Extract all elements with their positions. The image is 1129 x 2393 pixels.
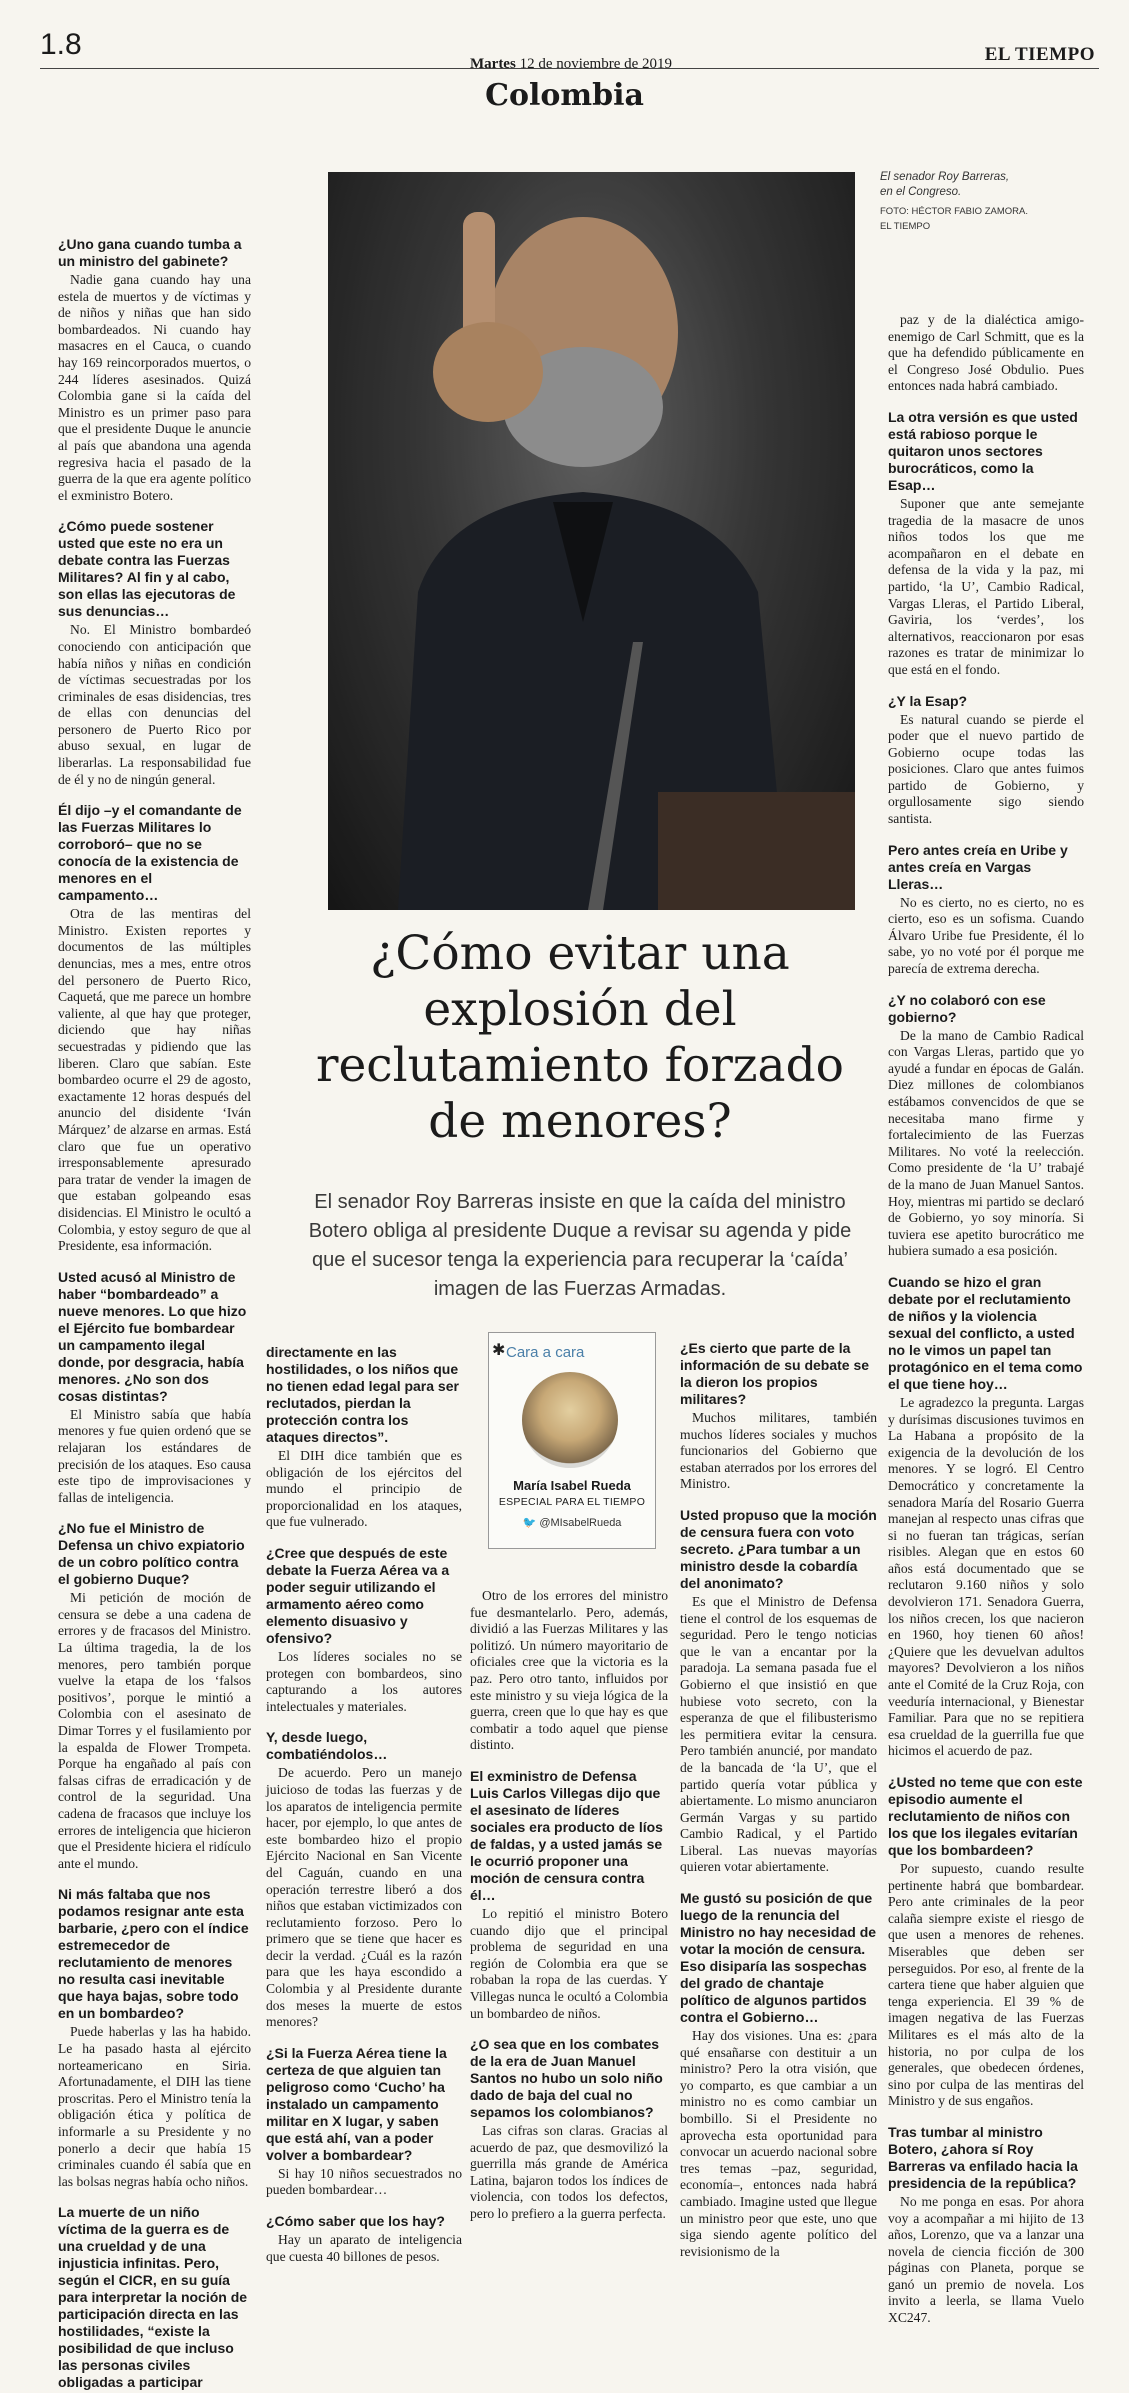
interview-question: ¿O sea que en los combates de la era de Juan Manuel Santos no hubo un solo niño dado de baja del cual no sepamos los colombianos? <box>470 2036 663 2121</box>
interview-question: Cuando se hizo el gran debate por el reclutamiento de niños y la violencia sexual del conflicto, a usted no le vimos un papel tan protagónico en el tema como el que tiene hoy… <box>888 1273 1083 1392</box>
column-1 <box>58 236 251 2393</box>
column-4 <box>680 1326 877 2260</box>
column-3 <box>470 1588 668 2223</box>
interview-question: ¿Usted no teme que con este episodio aumente el reclutamiento de niños con los que los ilegales evitarían que los bombardeen? <box>888 1774 1083 1858</box>
interview-answer: Hay un aparato de inteligencia que cuesta 40 billones de pesos. <box>266 2232 462 2264</box>
interview-question: ¿Cómo puede sostener usted que este no era un debate contra las Fuerzas Militares? Al fin y al cabo, son ellas las ejecutoras de sus denuncias… <box>58 518 236 620</box>
interview-question: ¿Uno gana cuando tumba a un ministro del gabinete? <box>58 236 242 269</box>
interview-answer: Lo repitió el ministro Botero cuando dijo que el principal problema de seguridad en una región de Colombia era que se robaban la ropa de las cuerdas. Y Villegas nunca le ocultó a Colombia un bombardeo de niños. <box>470 1905 668 2021</box>
issue-date-rest: 12 de noviembre de 2019 <box>519 56 673 72</box>
author-name: María Isabel Rueda <box>513 1478 631 1493</box>
interview-answer: Los líderes sociales no se protegen con bombardeos, sino capturando a los autores intelectuales y materiales. <box>266 1648 462 1714</box>
interview-question: Me gustó su posición de que luego de la renuncia del Ministro no hay necesidad de votar la moción de censura. Eso disiparía las sospechas del grado de chantaje político de algunos partidos contra el Gobierno… <box>680 1890 877 2026</box>
interview-question: ¿Si la Fuerza Aérea tiene la certeza de que alguien tan peligroso como ‘Cucho’ ha instalado un campamento militar en X lugar, y saben que está ahí, van a poder volver a bombardear? <box>266 2044 447 2163</box>
photo-credit: FOTO: HÉCTOR FABIO ZAMORA. EL TIEMPO <box>880 206 1028 232</box>
interview-answer: paz y de la dialéctica amigo-enemigo de Carl Schmitt, que es la que ha defendido públicamente en el Congreso José Obdulio. Pues entonces nada habrá cambiado. <box>888 312 1084 394</box>
star-icon: ✱ <box>492 1340 506 1359</box>
interview-answer: No me ponga en esas. Por ahora voy a acompañar a mi hijito de 13 años, Lorenzo, que va a lanzar una novela de ciencia ficción de 300 páginas con Planeta, porque se ganó un premio de novela. Los invito a leerla, se llama Vuelo XC247. <box>888 2193 1084 2326</box>
column-2 <box>266 1330 462 2265</box>
main-photo <box>328 172 855 910</box>
interview-answer: El Ministro sabía que había menores y fue quien ordenó que se relajaran los estándares de precisión de los ataques. Eso causa este tipo de improvisaciones y fallas de inteligencia. <box>58 1406 251 1505</box>
section-title: Colombia <box>485 78 644 113</box>
senator-illustration <box>328 172 855 910</box>
interview-question: directamente en las hostilidades, o los niños que no tienen edad legal para ser reclutados, pierdan la protección contra los ataques directos”. <box>266 1344 459 1445</box>
interview-question: ¿No fue el Ministro de Defensa un chivo expiatorio de un cobro político contra el gobierno Duque? <box>58 1520 245 1588</box>
interview-answer: Le agradezco la pregunta. Largas y durísimas discusiones tuvimos en La Habana a propósito de la exigencia de la devolución de los menores. Y se logró. El Centro Democrático y concretamente la senadora María del Rosario Guerra manejan al respecto unas cifras que si no fueran tan trágicas, serían risibles. Alegan que en estos 60 años está documentado que se reclutaron 9.160 niños y solo devolvieron 171. Senadora Guerra, los niños crecen, los que nacieron en 1960, hoy tienen 60 años! ¿Quiere que les devuelvan adultos mayores? Devolvieron a los niños ante el Comité de la Cruz Roja, con veeduría internacional, y Bienestar Familiar. Para que no se repitiera esa crueldad de la guerrilla fue que hicimos el acuerdo de paz. <box>888 1394 1084 1759</box>
interview-question: ¿Cree que después de este debate la Fuerza Aérea va a poder seguir utilizando el armamento aéreo como elemento disuasivo y ofensivo? <box>266 1544 450 1646</box>
author-handle <box>488 1516 656 1529</box>
interview-answer: El DIH dice también que es obligación de los ejércitos del mundo el principio de proporcionalidad en los ataques, que fue vulnerado. <box>266 1448 462 1530</box>
interview-question: Usted propuso que la moción de censura fuera con voto secreto. ¿Para tumbar a un ministro desde la cobardía del anonimato? <box>680 1506 877 1591</box>
column-5 <box>888 312 1084 2327</box>
interview-answer: Puede haberlas y las ha habido. Le ha pasado hasta al ejército norteamericano en Siria. Afortunadamente, el DIH las tiene proscritas. Pero el Ministro tenía la obligación ética y política de informarle a su Presidente y no ponerlo a decir que había 15 criminales cuando él sabía que en las bolsas negras había ocho niños. <box>58 2024 251 2189</box>
interview-answer: Hay dos visiones. Una es: ¿para qué ensañarse con destituir a un ministro? Pero la otra visión, que yo comparto, es que cambiar a un ministro no es como cambiar un bombillo. Si el Presidente no aprovecha esta oportunidad para convocar un acuerdo nacional sobre tres temas –paz, seguridad, economía–, entonces nada habrá cambiado. Imagine usted que llegue un ministro peor que este, uno que siga siendo agente político del revisionismo de la <box>680 2028 877 2259</box>
article-deck: El senador Roy Barreras insiste en que la caída del ministro Botero obliga al presidente Duque a revisar su agenda y pide que el sucesor tenga la experiencia para recuperar la ‘caída’ imagen de las Fuerzas Armadas. <box>308 1191 852 1300</box>
interview-answer: Muchos militares, también muchos líderes sociales y muchos funcionarios del Gobierno que estaban aterrados por los errores del Ministro. <box>680 1410 877 1492</box>
page-number: 1.8 <box>40 28 82 61</box>
interview-question: ¿Y no colaboró con ese gobierno? <box>888 991 1046 1025</box>
interview-answer: Nadie gana cuando hay una estela de muertos y de víctimas y de niños y niñas que han sido bombardeados. Ni cuando hay masacres en el Cauca, o cuando hay 169 reincorporados muertos, o 244 líderes asesinados. Quizá Colombia gane si la caída del Ministro es un primer paso para que el presidente Duque le anuncie al país que abandona una agenda regresiva hacia el pasado de la guerra de la que era agente político el exministro Botero. <box>58 272 251 503</box>
interview-question: Ni más faltaba que nos podamos resignar ante esta barbarie, ¿pero con el índice estremecedor de reclutamiento de menores no resulta casi inevitable que haya bajas, sobre todo en un bombardeo? <box>58 1886 249 2022</box>
interview-answer: De la mano de Cambio Radical con Vargas Lleras, partido que yo ayudé a fundar en épocas de Galán. Diez millones de colombianos estábamos convencidos de que se necesitaba mano firme y fortalecimiento de las Fuerzas Militares. No voté la reelección. Como presidente de ‘la U’ trabajé de la mano de Juan Manuel Santos. Hoy, mientras mi partido se declaró de Gobierno, yo soy minoría. Si tuviera ese apetito burocrático me hubiera sumado a esa posición. <box>888 1027 1084 1259</box>
interview-question: Tras tumbar al ministro Botero, ¿ahora sí Roy Barreras va enfilado hacia la presidencia de la república? <box>888 2123 1078 2191</box>
caption-line-1: El senador Roy Barreras, <box>880 171 1010 183</box>
author-avatar <box>522 1372 618 1468</box>
article-headline: ¿Cómo evitar una explosión del reclutamiento forzado de menores? <box>316 926 844 1149</box>
interview-answer: No. El Ministro bombardeó conociendo con anticipación que había niños y niñas en condición de víctimas secuestradas por los criminales de esas disidencias, tres de ellas con denuncias del personero de Puerto Rico por abuso sexual, en lugar de liberarlas. La responsabilidad fue de él y no de ningún general. <box>58 622 251 787</box>
issue-day: Martes <box>470 56 516 72</box>
photo-caption <box>880 170 1030 234</box>
interview-answer: Otra de las mentiras del Ministro. Existen reportes y documentos de las múltiples denuncias, mes a mes, entre otros del personero de Puerto Rico, Caquetá, que me parece un hombre valiente, al que hay que proteger, diciendo que hay niñas secuestradas y pidiendo que las liberen. Claro que sabían. Este bombardeo ocurre el 29 de agosto, exactamente 12 horas después del anuncio del disidente ‘Iván Márquez’ de alzarse en armas. Está claro que fue un operativo irresponsablemente apresurado para tratar de vender la imagen de que estaban golpeando esas disidencias. El Ministro le ocultó a Colombia, y estoy seguro de que al Presidente, esa información. <box>58 906 251 1254</box>
interview-answer: Suponer que ante semejante tragedia de la masacre de unos niños todos los que me acompañaron en el debate en defensa de la vida y la paz, mi partido, ‘la U’, Cambio Radical, Vargas Lleras, el Partido Liberal, Gaviria, los ‘verdes’, los alternativos, reaccionaron por esas razones es tratar de minimizar lo que está en el fondo. <box>888 495 1084 677</box>
interview-answer: Otro de los errores del ministro fue desmantelarlo. Pero, además, dividió a las Fuerzas Militares y las politizó. Un número mayoritario de oficiales cree que la victoria es la paz. Pero otro tanto, influidos por este ministro y su vieja lógica de la guerra, creen que lo que hay es que combatir a todo aquel que piense distinto. <box>470 1588 668 1753</box>
interview-answer: No es cierto, no es cierto, no es cierto, eso es un sofisma. Cuando Álvaro Uribe fue Presidente, él lo sabe, yo no voté por él porque me parecía de extrema derecha. <box>888 894 1084 977</box>
interview-question: El exministro de Defensa Luis Carlos Villegas dijo que el asesinato de líderes sociales era producto de líos de faldas, y a usted jamás se le ocurrió proponer una moción de censura contra él… <box>470 1767 663 1903</box>
caption-line-2: en el Congreso. <box>880 186 962 198</box>
byline-tag: Cara a cara <box>506 1344 585 1361</box>
twitter-icon: 🐦 <box>522 1517 537 1529</box>
interview-question: La muerte de un niño víctima de la guerra es de una crueldad y de una injusticia infinitas. Pero, según el CICR, en su guía para interpretar la noción de participación directa en las hostilidades, “existe la posibilidad de que incluso las personas civiles obligadas a participar <box>58 2204 248 2391</box>
interview-answer: Es que el Ministro de Defensa tiene el control de los esquemas de seguridad. Pero le tengo noticias que le van a encantar por la paradoja. La semana pasada fue el Gobierno el que insistió en que hubiese voto secreto, con la esperanza de que el filibusterismo les permitiera evitar la censura. Pero también anuncié, por mandato de la bancada de ‘la U’, que el partido quería votar pública y abiertamente. Lo mismo anunciaron Germán Vargas y su partido Cambio Radical, y el Partido Liberal. Las nuevas mayorías quieren votar abiertamente. <box>680 1593 877 1875</box>
interview-question: La otra versión es que usted está rabioso porque le quitaron unos sectores burocráticos, como la Esap… <box>888 408 1078 493</box>
interview-answer: De acuerdo. Pero un manejo juicioso de todas las fuerzas y de los aparatos de inteligencia permite hacer, por ejemplo, lo que antes de este bombardeo hizo el propio Ejército Nacional en San Vicente del Caguán, cuando en una operación terrestre liberó a dos niños que estaban victimizados con reclutamiento forzoso. Pero lo primero que se tiene que hacer es decir la verdad. ¿Cuál es la razón para que les haya escondido a Colombia y al Presidente durante dos meses la muerte de estos menores? <box>266 1765 462 2030</box>
top-rule <box>40 68 1099 69</box>
interview-question: ¿Y la Esap? <box>888 692 968 709</box>
interview-answer: Es natural cuando se pierde el poder que el nuevo partido de Gobierno ocupe todas las posiciones. Claro que antes fuimos partido de Gobierno, y orgullosamente sigo siendo santista. <box>888 711 1084 827</box>
interview-answer: Mi petición de moción de censura se debe a una cadena de errores y de fracasos del Ministro. La última tragedia, la de los menores, pero también porque vuelve la etapa de los ‘falsos positivos’, porque le mintió a Colombia con el asesinato de Dimar Torres y el fusilamiento por la espalda de Flower Trompeta. Porque ha engañado al país con falsas cifras de erradicación y de control de la seguridad. Una cadena de fracasos que incluye los errores de inteligencia que hicieron que el Presidente hiciera el ridículo ante el mundo. <box>58 1590 251 1871</box>
interview-question: Usted acusó al Ministro de haber “bombardeado” a nueve menores. Lo que hizo el Ejército fue bombardear un campamento ilegal donde, por desgracia, había menores. ¿No son dos cosas distintas? <box>58 1268 247 1404</box>
interview-answer: Por supuesto, cuando resulte pertinente habrá que bombardear. Pero ante criminales de la peor calaña siempre existe el riesgo de que usen a menores de rehenes. Miserables que deben ser perseguidos. Por eso, al frente de la cartera tiene que haber alguien que tenga experiencia. El 39 % de imagen negativa de las Fuerzas Militares es el más alto de la historia, no por culpa de los generales, que obedecen órdenes, sino por culpa de las mentiras del Ministro y de sus engaños. <box>888 1861 1084 2109</box>
author-handle-text: @MIsabelRueda <box>539 1517 622 1529</box>
issue-date <box>470 56 672 73</box>
interview-question: Él dijo –y el comandante de las Fuerzas Militares lo corroboró– que no se conocía de la existencia de menores en el campamento… <box>58 802 242 904</box>
author-role: ESPECIAL PARA EL TIEMPO <box>498 1496 646 1508</box>
interview-answer: Si hay 10 niños secuestrados no pueden bombardear… <box>266 2165 462 2198</box>
newspaper-brand: EL TIEMPO <box>984 44 1095 65</box>
interview-question: ¿Cómo saber que los hay? <box>266 2213 445 2230</box>
interview-answer: Las cifras son claras. Gracias al acuerdo de paz, que desmovilizó la guerrilla más grande de América Latina, bajaron todos los índices de violencia, con todos los defectos, pero lo prefiero a la guerra perfecta. <box>470 2123 668 2222</box>
interview-question: Y, desde luego, combatiéndolos… <box>266 1729 388 1763</box>
interview-question: Pero antes creía en Uribe y antes creía en Vargas Lleras… <box>888 841 1068 892</box>
interview-question: ¿Es cierto que parte de la información de su debate se la dieron los propios militares? <box>680 1340 870 1407</box>
